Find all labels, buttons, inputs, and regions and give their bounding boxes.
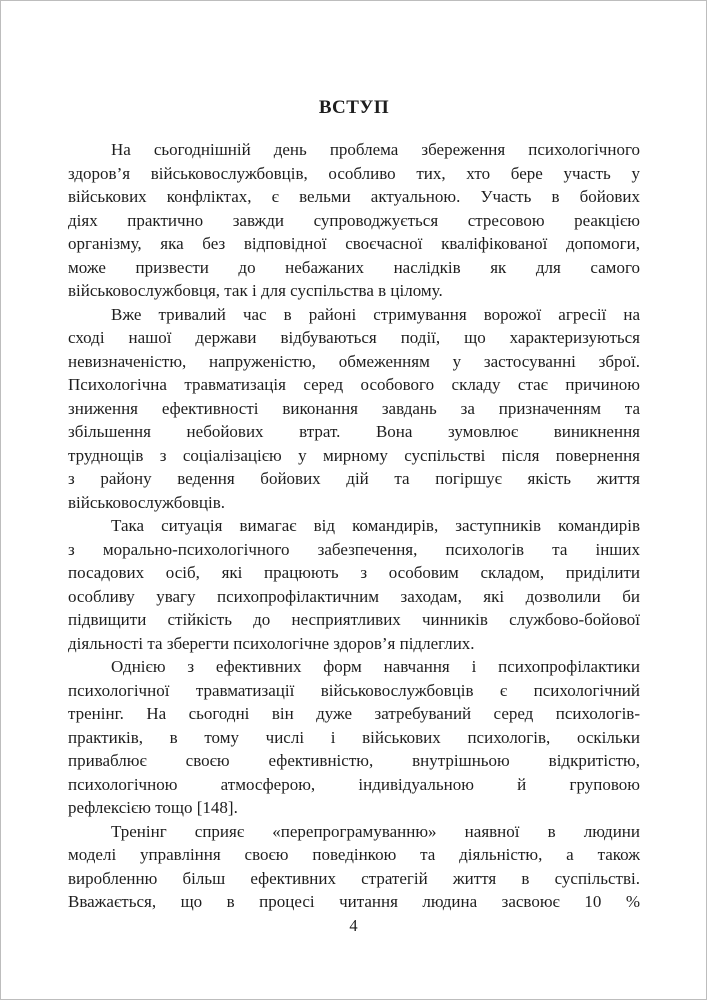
text-line: Вже тривалий час в районі стримування ворожої агресії на (111, 304, 640, 324)
text-line: психологічною атмосферою, індивідуальною й груповою (68, 774, 640, 794)
text-line: практиків, в тому числі і військових психологів, оскільки (68, 727, 640, 747)
paragraph (68, 303, 640, 515)
text-line: військових конфліктах, є вельми актуальною. Участь в бойових (68, 187, 640, 206)
text-line: з району ведення бойових дій та погіршує якість життя (68, 469, 640, 488)
text-line: рефлексією тощо [148]. (68, 798, 238, 817)
text-line: моделі управління своєю поведінкою та діяльністю, а також (68, 845, 640, 864)
text-line: військовослужбовців. (68, 492, 225, 512)
text-line: особливу увагу психопрофілактичним заходам, які дозволили би (68, 586, 640, 606)
text-line: діяльності та зберегти психологічне здоров’я підлеглих. (68, 633, 475, 653)
document-body (68, 138, 640, 914)
text-line: Така ситуація вимагає від командирів, заступників командирів (111, 516, 640, 535)
text-line: Однією з ефективних форм навчання і психопрофілактики (111, 657, 640, 676)
text-line: труднощів з соціалізацією у мирному суспільстві після повернення (68, 445, 640, 465)
text-line: може призвести до небажаних наслідків як для самого (68, 257, 640, 277)
text-line: організму, яка без відповідної своєчасної кваліфікованої допомоги, (68, 234, 640, 253)
text-line: сході нашої держави відбуваються події, що характеризуються (68, 328, 640, 347)
paragraph (68, 514, 640, 655)
text-line: посадових осіб, які працюють з особовим складом, приділити (68, 563, 640, 582)
text-block (68, 98, 640, 914)
text-line: діях практично завжди супроводжується стресовою реакцією (68, 210, 640, 230)
text-line: тренінг. На сьогодні він дуже затребуваний серед психологів- (68, 704, 640, 723)
text-line: На сьогоднішній день проблема збереження психологічного (111, 140, 640, 159)
text-line: Психологічна травматизація серед особового складу стає причиною (68, 375, 640, 394)
text-line: приваблює своєю ефективністю, внутрішньою відкритістю, (68, 751, 640, 770)
text-line: підвищити стійкість до несприятливих чинників службово-бойової (68, 610, 640, 629)
text-line: здоров’я військовослужбовців, особливо тих, хто бере участь у (68, 163, 640, 183)
text-line: Вважається, що в процесі читання людина засвоює 10 % (68, 892, 640, 911)
text-line: психологічної травматизації військовослужбовців є психологічний (68, 680, 640, 700)
text-line: зниження ефективності виконання завдань за призначенням та (68, 398, 640, 418)
text-line: Тренінг сприяє «перепрограмуванню» наявної в людини (111, 821, 640, 841)
paragraph (68, 655, 640, 820)
text-line: невизначеністю, напруженістю, обмеженням у застосуванні зброї. (68, 351, 640, 371)
text-line: військовослужбовця, так і для суспільства в цілому. (68, 281, 443, 300)
paragraph (68, 820, 640, 914)
text-line: з морально-психологічного забезпечення, психологів та інших (68, 539, 640, 559)
page-title: ВСТУП (318, 97, 390, 118)
text-line: збільшення небойових втрат. Вона зумовлює виникнення (68, 422, 640, 441)
text-line: виробленню більш ефективних стратегій життя в суспільстві. (68, 868, 640, 888)
paragraph (68, 138, 640, 303)
page-number: 4 (349, 916, 358, 935)
